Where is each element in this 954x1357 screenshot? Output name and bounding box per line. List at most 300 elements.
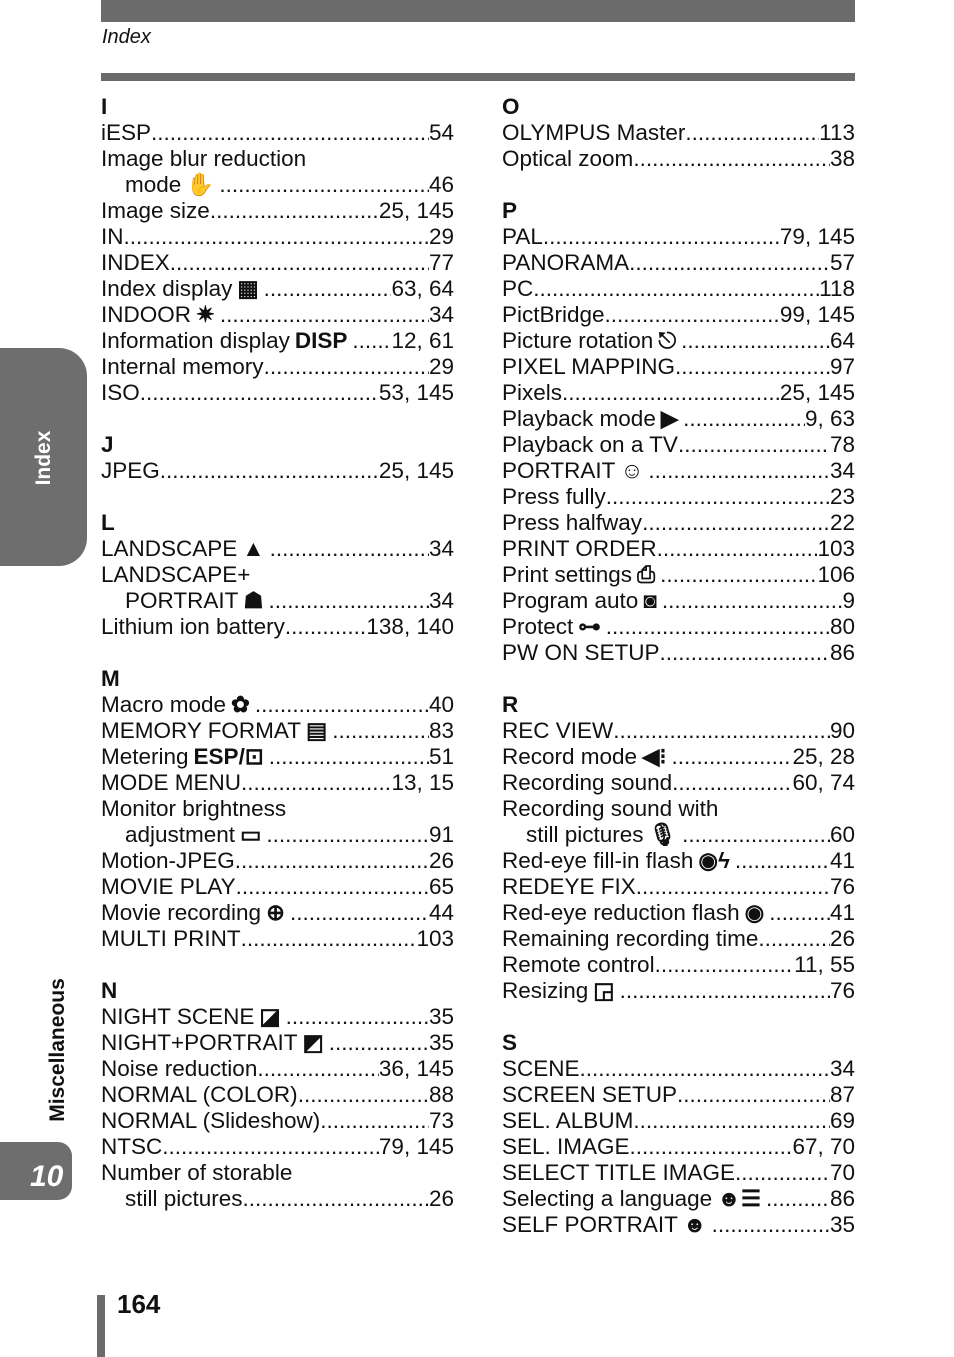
resize-icon: ◲ bbox=[593, 978, 615, 1003]
index-entry bbox=[502, 458, 855, 484]
entry-term: Selecting a language bbox=[502, 1186, 713, 1211]
entry-term: Index display bbox=[101, 276, 233, 301]
entry-page: 64 bbox=[829, 328, 855, 353]
entry-term: Playback on a TV bbox=[502, 432, 678, 457]
leader-dots bbox=[124, 224, 429, 250]
leader-dots bbox=[320, 1108, 429, 1134]
index-entry bbox=[101, 926, 454, 952]
entry-term: REDEYE FIX bbox=[502, 874, 636, 899]
entry-term: Noise reduction bbox=[101, 1056, 258, 1081]
index-entry bbox=[101, 172, 454, 198]
section-gap bbox=[502, 1004, 855, 1030]
index-entry bbox=[502, 1134, 855, 1160]
section-letter: R bbox=[502, 692, 519, 717]
entry-term: OLYMPUS Master bbox=[502, 120, 686, 145]
section-letter: L bbox=[101, 510, 115, 535]
entry-page: 97 bbox=[829, 354, 855, 379]
key-icon: ⊶ bbox=[578, 614, 601, 639]
entry-term: Pixels bbox=[502, 380, 563, 405]
header-bar bbox=[101, 0, 855, 22]
index-entry bbox=[101, 302, 454, 328]
index-entry bbox=[101, 588, 454, 614]
leader-dots bbox=[660, 640, 830, 666]
entry-term: Remote control bbox=[502, 952, 655, 977]
section-letter: J bbox=[101, 432, 114, 457]
entry-page: 23 bbox=[829, 484, 855, 509]
leader-dots bbox=[662, 588, 843, 614]
entry-page: 138, 140 bbox=[366, 614, 454, 639]
index-entry bbox=[101, 822, 454, 848]
leader-dots bbox=[270, 536, 429, 562]
index-entry bbox=[502, 796, 855, 822]
entry-term: NIGHT SCENE bbox=[101, 1004, 255, 1029]
entry-term: Press halfway bbox=[502, 510, 643, 535]
entry-term: PictBridge bbox=[502, 302, 605, 327]
disp-icon: DISP bbox=[294, 328, 348, 353]
entry-page: 35 bbox=[829, 1212, 855, 1237]
index-entry bbox=[502, 770, 855, 796]
entry-term: SCREEN SETUP bbox=[502, 1082, 678, 1107]
entry-term: PAL bbox=[502, 224, 543, 249]
leader-dots bbox=[766, 1186, 830, 1212]
language-icon: ☻☰ bbox=[717, 1186, 762, 1211]
entry-page: 40 bbox=[428, 692, 454, 717]
entry-term: MOVIE PLAY bbox=[101, 874, 236, 899]
entry-term: Metering bbox=[101, 744, 189, 769]
entry-page: 34 bbox=[829, 1056, 855, 1081]
index-entry bbox=[502, 952, 855, 978]
entry-term: Recording sound with bbox=[502, 796, 719, 821]
entry-page: 34 bbox=[428, 302, 454, 327]
entry-page: 103 bbox=[817, 536, 855, 561]
entry-term: NTSC bbox=[101, 1134, 163, 1159]
index-entry bbox=[101, 1004, 454, 1030]
index-entry bbox=[502, 432, 855, 458]
entry-page: 73 bbox=[428, 1108, 454, 1133]
leader-dots bbox=[633, 146, 830, 172]
section-gap bbox=[101, 952, 454, 978]
index-entry bbox=[502, 744, 855, 770]
entry-term: Playback mode bbox=[502, 406, 656, 431]
entry-term: SELECT TITLE IMAGE bbox=[502, 1160, 735, 1185]
leader-dots bbox=[681, 328, 830, 354]
leader-dots bbox=[352, 328, 391, 354]
section-letter: P bbox=[502, 198, 518, 223]
entry-term: INDOOR bbox=[101, 302, 191, 327]
leader-dots bbox=[633, 1108, 830, 1134]
leader-dots bbox=[269, 588, 429, 614]
leader-dots bbox=[235, 848, 429, 874]
leader-dots bbox=[735, 848, 830, 874]
entry-page: 29 bbox=[428, 224, 454, 249]
leader-dots bbox=[682, 822, 830, 848]
entry-page: 76 bbox=[829, 874, 855, 899]
chapter-title: Miscellaneous bbox=[46, 978, 69, 1122]
entry-page: 67, 70 bbox=[792, 1134, 855, 1159]
leader-dots bbox=[672, 770, 792, 796]
entry-page: 86 bbox=[829, 640, 855, 665]
header-title: Index bbox=[102, 26, 151, 48]
metering-icon: ESP/⊡ bbox=[193, 744, 264, 769]
leader-dots bbox=[758, 926, 830, 952]
image-stabilization-icon: ✋ bbox=[186, 172, 215, 197]
index-entry bbox=[502, 614, 855, 640]
entry-page: 26 bbox=[428, 1186, 454, 1211]
entry-term: JPEG bbox=[101, 458, 160, 483]
index-entry bbox=[502, 874, 855, 900]
leader-dots bbox=[286, 1004, 429, 1030]
entry-page: 34 bbox=[829, 458, 855, 483]
entry-page: 87 bbox=[829, 1082, 855, 1107]
entry-term: Resizing bbox=[502, 978, 589, 1003]
entry-term: Image size bbox=[101, 198, 210, 223]
entry-term: Press fully bbox=[502, 484, 606, 509]
leader-dots bbox=[140, 380, 379, 406]
section-letter: S bbox=[502, 1030, 518, 1055]
print-icon: ⎙ bbox=[637, 562, 656, 587]
playback-icon: ▶ bbox=[660, 406, 679, 431]
leader-dots bbox=[269, 744, 429, 770]
header-rule bbox=[101, 73, 855, 81]
entry-page: 41 bbox=[829, 848, 855, 873]
entry-page: 12, 61 bbox=[391, 328, 454, 353]
leader-dots bbox=[648, 458, 830, 484]
leader-dots bbox=[264, 276, 392, 302]
entry-page: 46 bbox=[428, 172, 454, 197]
leader-dots bbox=[735, 1160, 830, 1186]
entry-term: Number of storable bbox=[101, 1160, 293, 1185]
leader-dots bbox=[219, 172, 429, 198]
entry-page: 99, 145 bbox=[779, 302, 855, 327]
index-entry bbox=[502, 1212, 855, 1238]
entry-term: Macro mode bbox=[101, 692, 227, 717]
entry-term: Print settings bbox=[502, 562, 633, 587]
indoor-icon: ✷ bbox=[196, 302, 215, 327]
entry-page: 29 bbox=[428, 354, 454, 379]
index-entry bbox=[101, 380, 454, 406]
leader-dots bbox=[675, 354, 830, 380]
macro-icon: ✿ bbox=[231, 692, 250, 717]
section-letter: O bbox=[502, 94, 520, 119]
index-entry bbox=[502, 978, 855, 1004]
entry-page: 22 bbox=[829, 510, 855, 535]
entry-term: Record mode bbox=[502, 744, 638, 769]
index-entry bbox=[502, 250, 855, 276]
index-entry bbox=[101, 796, 454, 822]
entry-term: iESP bbox=[101, 120, 152, 145]
index-entry bbox=[502, 718, 855, 744]
leader-dots bbox=[151, 120, 429, 146]
index-entry bbox=[101, 1108, 454, 1134]
entry-term: mode bbox=[125, 172, 182, 197]
index-entry bbox=[502, 224, 855, 250]
entry-term: still pictures bbox=[125, 1186, 243, 1211]
leader-dots bbox=[562, 380, 780, 406]
entry-page: 65 bbox=[428, 874, 454, 899]
section-gap bbox=[101, 406, 454, 432]
index-entry bbox=[502, 302, 855, 328]
index-column-left bbox=[101, 94, 454, 1212]
leader-dots bbox=[266, 822, 429, 848]
leader-dots bbox=[257, 1056, 379, 1082]
index-entry bbox=[502, 588, 855, 614]
index-entry bbox=[502, 848, 855, 874]
leader-dots bbox=[636, 874, 830, 900]
memory-format-icon: ▤ bbox=[306, 718, 328, 743]
entry-term: NORMAL (Slideshow) bbox=[101, 1108, 321, 1133]
index-entry bbox=[101, 614, 454, 640]
monitor-brightness-icon: ▭ bbox=[240, 822, 262, 847]
index-entry bbox=[502, 1108, 855, 1134]
entry-term: PORTRAIT bbox=[125, 588, 239, 613]
entry-page: 25, 145 bbox=[378, 458, 454, 483]
entry-page: 41 bbox=[829, 900, 855, 925]
entry-page: 77 bbox=[428, 250, 454, 275]
entry-page: 38 bbox=[829, 146, 855, 171]
entry-page: 60, 74 bbox=[792, 770, 855, 795]
entry-page: 63, 64 bbox=[391, 276, 454, 301]
entry-term: Monitor brightness bbox=[101, 796, 287, 821]
index-entry bbox=[101, 328, 454, 354]
leader-dots bbox=[285, 614, 367, 640]
entry-term: INDEX bbox=[101, 250, 170, 275]
entry-term: PORTRAIT bbox=[502, 458, 616, 483]
entry-term: Information display bbox=[101, 328, 290, 353]
index-entry bbox=[502, 328, 855, 354]
entry-term: REC VIEW bbox=[502, 718, 614, 743]
entry-page: 35 bbox=[428, 1004, 454, 1029]
entry-term: Lithium ion battery bbox=[101, 614, 285, 639]
entry-page: 80 bbox=[829, 614, 855, 639]
index-entry bbox=[502, 926, 855, 952]
leader-dots bbox=[642, 510, 830, 536]
entry-term: SEL. IMAGE bbox=[502, 1134, 630, 1159]
entry-page: 44 bbox=[428, 900, 454, 925]
night-scene-icon: ◪ bbox=[259, 1004, 281, 1029]
index-entry bbox=[502, 146, 855, 172]
chapter-number: 10 bbox=[30, 1160, 64, 1193]
camera-icon: ◙ bbox=[643, 588, 657, 613]
entry-term: Recording sound bbox=[502, 770, 673, 795]
rotation-icon: ⎋ bbox=[658, 328, 677, 353]
section-gap bbox=[101, 484, 454, 510]
entry-page: 36, 145 bbox=[378, 1056, 454, 1081]
leader-dots bbox=[220, 302, 429, 328]
section-gap bbox=[101, 640, 454, 666]
microphone-icon: 🎙 bbox=[648, 822, 678, 847]
index-entry bbox=[101, 276, 454, 302]
entry-page: 90 bbox=[829, 718, 855, 743]
index-entry bbox=[502, 1082, 855, 1108]
entry-page: 79, 145 bbox=[779, 224, 855, 249]
entry-page: 83 bbox=[428, 718, 454, 743]
index-entry bbox=[101, 1160, 454, 1186]
index-entry bbox=[101, 744, 454, 770]
index-column-right bbox=[502, 94, 855, 1238]
entry-term: SEL. ALBUM bbox=[502, 1108, 634, 1133]
leader-dots bbox=[769, 900, 830, 926]
index-entry bbox=[101, 1186, 454, 1212]
movie-icon: ⊕ bbox=[266, 900, 285, 925]
index-entry bbox=[502, 1160, 855, 1186]
entry-page: 78 bbox=[829, 432, 855, 457]
index-entry bbox=[502, 354, 855, 380]
index-entry bbox=[502, 1056, 855, 1082]
index-entry bbox=[502, 822, 855, 848]
entry-page: 86 bbox=[829, 1186, 855, 1211]
entry-page: 76 bbox=[829, 978, 855, 1003]
section-letter: I bbox=[101, 94, 108, 119]
red-eye-fill-flash-icon: ◉ϟ bbox=[698, 848, 730, 873]
leader-dots bbox=[605, 302, 780, 328]
entry-term: LANDSCAPE+ bbox=[101, 562, 251, 587]
index-entry bbox=[101, 1082, 454, 1108]
index-entry bbox=[101, 562, 454, 588]
leader-dots bbox=[657, 536, 818, 562]
entry-page: 11, 55 bbox=[794, 952, 855, 977]
index-entry bbox=[502, 406, 855, 432]
section-letter: M bbox=[101, 666, 120, 691]
leader-dots bbox=[160, 458, 379, 484]
entry-page: 25, 145 bbox=[779, 380, 855, 405]
index-entry bbox=[502, 276, 855, 302]
entry-page: 25, 145 bbox=[378, 198, 454, 223]
index-entry bbox=[101, 1134, 454, 1160]
entry-term: Image blur reduction bbox=[101, 146, 307, 171]
index-entry bbox=[101, 354, 454, 380]
leader-dots bbox=[210, 198, 379, 224]
entry-term: Internal memory bbox=[101, 354, 264, 379]
index-entry bbox=[502, 380, 855, 406]
index-entry bbox=[101, 718, 454, 744]
leader-dots bbox=[613, 718, 830, 744]
index-entry bbox=[101, 536, 454, 562]
record-mode-icon: ◀⁝ bbox=[642, 744, 667, 769]
index-entry bbox=[502, 900, 855, 926]
entry-page: 60 bbox=[829, 822, 855, 847]
leader-dots bbox=[685, 120, 819, 146]
index-side-tab-label: Index bbox=[32, 430, 55, 486]
entry-term: PANORAMA bbox=[502, 250, 630, 275]
index-entry bbox=[101, 120, 454, 146]
entry-term: LANDSCAPE bbox=[101, 536, 238, 561]
entry-term: NORMAL (COLOR) bbox=[101, 1082, 298, 1107]
index-display-icon: ▦ bbox=[237, 276, 259, 301]
entry-term: Protect bbox=[502, 614, 574, 639]
index-entry bbox=[101, 848, 454, 874]
index-entry bbox=[101, 1056, 454, 1082]
index-entry bbox=[101, 224, 454, 250]
entry-page: 9, 63 bbox=[804, 406, 855, 431]
leader-dots bbox=[290, 900, 429, 926]
entry-term: Program auto bbox=[502, 588, 639, 613]
leader-dots bbox=[630, 1134, 793, 1160]
index-entry bbox=[502, 120, 855, 146]
page-number-bar bbox=[97, 1295, 105, 1357]
section-gap bbox=[502, 172, 855, 198]
landscape-portrait-icon: ☗ bbox=[243, 588, 264, 613]
entry-page: 103 bbox=[416, 926, 454, 951]
leader-dots bbox=[329, 1030, 429, 1056]
entry-term: Motion-JPEG bbox=[101, 848, 235, 873]
entry-page: 54 bbox=[428, 120, 454, 145]
entry-term: PIXEL MAPPING bbox=[502, 354, 675, 379]
entry-term: Optical zoom bbox=[502, 146, 634, 171]
leader-dots bbox=[677, 1082, 830, 1108]
page-number: 164 bbox=[117, 1289, 161, 1319]
entry-page: 34 bbox=[428, 536, 454, 561]
entry-page: 106 bbox=[817, 562, 855, 587]
index-entry bbox=[502, 562, 855, 588]
leader-dots bbox=[298, 1082, 429, 1108]
entry-page: 26 bbox=[428, 848, 454, 873]
entry-page: 35 bbox=[428, 1030, 454, 1055]
entry-page: 69 bbox=[829, 1108, 855, 1133]
leader-dots bbox=[620, 978, 830, 1004]
index-entry bbox=[502, 640, 855, 666]
leader-dots bbox=[672, 744, 793, 770]
entry-term: adjustment bbox=[125, 822, 236, 847]
entry-term: Movie recording bbox=[101, 900, 262, 925]
leader-dots bbox=[264, 354, 429, 380]
leader-dots bbox=[255, 692, 429, 718]
index-entry bbox=[101, 692, 454, 718]
index-entry bbox=[101, 900, 454, 926]
entry-term: still pictures bbox=[526, 822, 644, 847]
leader-dots bbox=[162, 1134, 379, 1160]
leader-dots bbox=[243, 1186, 429, 1212]
section-gap bbox=[502, 666, 855, 692]
leader-dots bbox=[629, 250, 830, 276]
entry-term: SELF PORTRAIT bbox=[502, 1212, 678, 1237]
entry-page: 88 bbox=[428, 1082, 454, 1107]
entry-page: 79, 145 bbox=[378, 1134, 454, 1159]
index-entry bbox=[101, 198, 454, 224]
index-entry bbox=[101, 458, 454, 484]
entry-term: NIGHT+PORTRAIT bbox=[101, 1030, 298, 1055]
leader-dots bbox=[683, 406, 805, 432]
entry-term: Red-eye fill-in flash bbox=[502, 848, 694, 873]
entry-page: 118 bbox=[819, 276, 855, 301]
entry-term: PRINT ORDER bbox=[502, 536, 657, 561]
leader-dots bbox=[655, 952, 795, 978]
entry-page: 51 bbox=[428, 744, 454, 769]
index-entry bbox=[502, 484, 855, 510]
section-letter: N bbox=[101, 978, 118, 1003]
entry-page: 13, 15 bbox=[391, 770, 454, 795]
leader-dots bbox=[606, 484, 830, 510]
index-entry bbox=[502, 536, 855, 562]
index-entry bbox=[101, 250, 454, 276]
leader-dots bbox=[580, 1056, 830, 1082]
entry-term: MEMORY FORMAT bbox=[101, 718, 302, 743]
entry-page: 25, 28 bbox=[792, 744, 855, 769]
leader-dots bbox=[241, 770, 391, 796]
entry-page: 9 bbox=[842, 588, 855, 613]
self-portrait-icon: ☻ bbox=[682, 1212, 707, 1237]
entry-page: 57 bbox=[829, 250, 855, 275]
leader-dots bbox=[712, 1212, 830, 1238]
leader-dots bbox=[170, 250, 429, 276]
entry-page: 113 bbox=[819, 120, 855, 145]
leader-dots bbox=[678, 432, 830, 458]
entry-term: SCENE bbox=[502, 1056, 580, 1081]
entry-page: 91 bbox=[428, 822, 454, 847]
entry-page: 70 bbox=[829, 1160, 855, 1185]
entry-term: Remaining recording time bbox=[502, 926, 759, 951]
index-entry bbox=[101, 770, 454, 796]
entry-page: 53, 145 bbox=[378, 380, 454, 405]
